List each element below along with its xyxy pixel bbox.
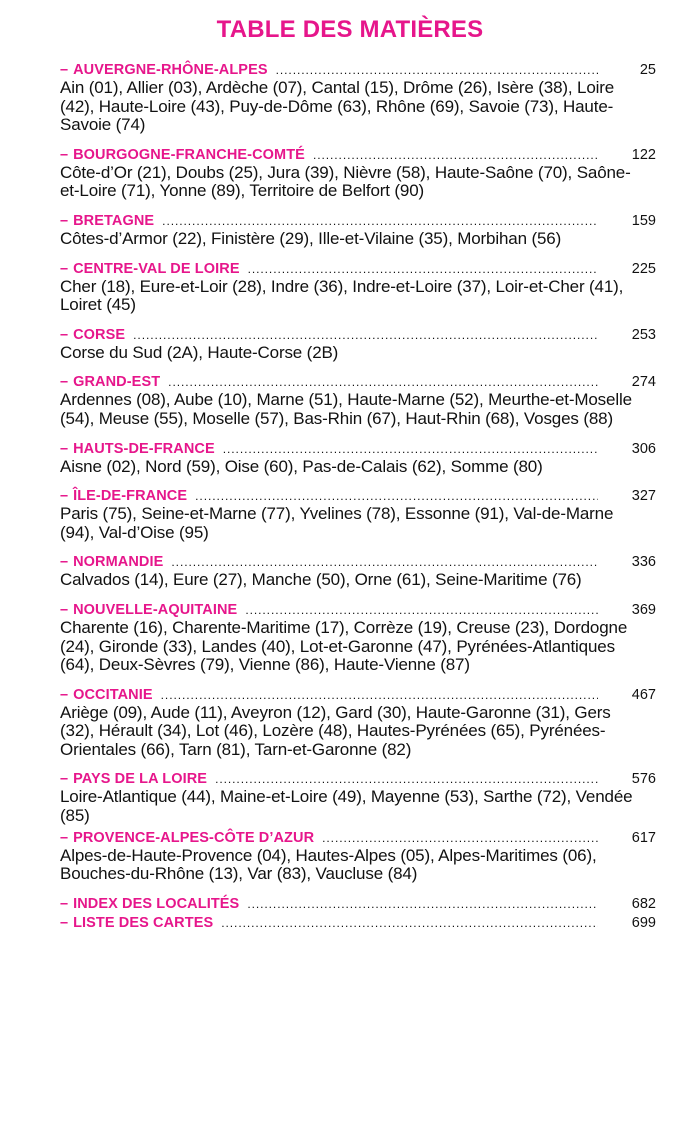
section-name: INDEX DES LOCALITÉS bbox=[73, 895, 240, 912]
page-number: 369 bbox=[631, 601, 656, 618]
toc-entry-heading[interactable] bbox=[60, 914, 656, 932]
region-name: NORMANDIE bbox=[73, 554, 164, 571]
toc-entry-heading[interactable] bbox=[60, 488, 656, 505]
dot-leader bbox=[215, 771, 598, 788]
dash-bullet: – bbox=[60, 62, 69, 78]
department-list: Ariège (09), Aude (11), Aveyron (12), Gard (30), Haute-Garonne (31), Gers (32), Hérault (34), Lot (46), Lozère (48), Hautes-Pyrénées (65), Pyrénées-Orientales (66), Tarn (81), Tarn-et-Garonne (82) bbox=[60, 702, 611, 759]
dash-bullet: – bbox=[60, 326, 69, 343]
region-name: PROVENCE-ALPES-CÔTE D’AZUR bbox=[73, 829, 315, 846]
region-name: GRAND-EST bbox=[73, 374, 161, 391]
toc-entry-ile-de-france bbox=[60, 488, 656, 542]
toc-entry-heading[interactable] bbox=[60, 895, 656, 913]
table-of-contents bbox=[60, 62, 656, 932]
region-name: AUVERGNE-RHÔNE-ALPES bbox=[73, 62, 268, 78]
toc-entry-bretagne bbox=[60, 212, 656, 249]
dash-bullet: – bbox=[60, 488, 69, 505]
region-name: OCCITANIE bbox=[73, 686, 153, 703]
toc-entry-heading[interactable] bbox=[60, 771, 656, 788]
dot-leader bbox=[276, 62, 598, 79]
dot-leader bbox=[223, 441, 598, 458]
toc-entry-heading[interactable] bbox=[60, 374, 656, 391]
page-number: 159 bbox=[631, 212, 656, 229]
department-list: Ain (01), Allier (03), Ardèche (07), Cantal (15), Drôme (26), Isère (38), Loire (42), Haute-Loire (43), Puy-de-Dôme (63), Rhône (69), Savoie (73), Haute-Savoie (74) bbox=[60, 78, 615, 135]
page-number: 336 bbox=[631, 554, 656, 571]
dot-leader bbox=[133, 327, 598, 344]
toc-entry-heading[interactable] bbox=[60, 260, 656, 278]
toc-entry-occitanie bbox=[60, 686, 656, 760]
page-number: 682 bbox=[631, 895, 656, 912]
dot-leader bbox=[247, 896, 598, 913]
dash-bullet: – bbox=[60, 554, 69, 571]
dash-bullet: – bbox=[60, 686, 69, 703]
department-list: Côte-d’Or (21), Doubs (25), Jura (39), Nièvre (58), Haute-Saône (70), Saône-et-Loire (71), Yonne (89), Territoire de Belfort (90) bbox=[60, 162, 631, 201]
page-number: 699 bbox=[631, 914, 656, 931]
page-number: 576 bbox=[631, 771, 656, 788]
page-number: 617 bbox=[631, 829, 656, 846]
dash-bullet: – bbox=[60, 212, 69, 229]
dot-leader bbox=[313, 147, 598, 164]
dash-bullet: – bbox=[60, 440, 69, 457]
dash-bullet: – bbox=[60, 895, 69, 912]
dot-leader bbox=[161, 687, 598, 704]
region-name: BOURGOGNE-FRANCHE-COMTÉ bbox=[73, 146, 305, 163]
department-list: Aisne (02), Nord (59), Oise (60), Pas-de-Calais (62), Somme (80) bbox=[60, 456, 543, 476]
region-name: BRETAGNE bbox=[73, 212, 155, 229]
page-number: 327 bbox=[631, 488, 656, 505]
toc-entry-heading[interactable] bbox=[60, 440, 656, 458]
toc-entry-centre-val-de-loire bbox=[60, 260, 656, 315]
toc-entry-normandie bbox=[60, 554, 656, 590]
dash-bullet: – bbox=[60, 260, 69, 277]
toc-entry-liste-des-cartes bbox=[60, 914, 656, 932]
department-list: Loire-Atlantique (44), Maine-et-Loire (49), Mayenne (53), Sarthe (72), Vendée (85) bbox=[60, 787, 633, 826]
toc-entry-hauts-de-france bbox=[60, 440, 656, 477]
region-name: HAUTS-DE-FRANCE bbox=[73, 440, 215, 457]
page-number: 225 bbox=[631, 260, 656, 277]
dot-leader bbox=[245, 602, 598, 619]
toc-entry-index-des-localites bbox=[60, 895, 656, 913]
dot-leader bbox=[195, 488, 598, 505]
dot-leader bbox=[322, 830, 598, 847]
dash-bullet: – bbox=[60, 829, 69, 846]
dash-bullet: – bbox=[60, 374, 69, 391]
toc-entry-pays-de-la-loire bbox=[60, 771, 656, 826]
toc-entry-heading[interactable] bbox=[60, 146, 656, 164]
page-number: 253 bbox=[631, 326, 656, 343]
department-list: Charente (16), Charente-Maritime (17), Corrèze (19), Creuse (23), Dordogne (24), Gironde (33), Landes (40), Lot-et-Garonne (47), Pyrénées-Atlantiques (64), Deux-Sèvres (79), Vienne (86), Haute-Vienne (87) bbox=[60, 617, 628, 675]
toc-entry-heading[interactable] bbox=[60, 686, 656, 704]
page-number: 25 bbox=[639, 62, 656, 78]
department-list: Calvados (14), Eure (27), Manche (50), Orne (61), Seine-Maritime (76) bbox=[60, 570, 582, 590]
department-list: Cher (18), Eure-et-Loir (28), Indre (36), Indre-et-Loire (37), Loir-et-Cher (41), Loiret (45) bbox=[60, 276, 624, 315]
section-name: LISTE DES CARTES bbox=[73, 914, 214, 931]
page-number: 122 bbox=[631, 146, 656, 163]
page-number: 274 bbox=[631, 374, 656, 391]
department-list: Corse du Sud (2A), Haute-Corse (2B) bbox=[60, 342, 339, 362]
page-number: 467 bbox=[631, 686, 656, 703]
dash-bullet: – bbox=[60, 771, 69, 788]
toc-entry-heading[interactable] bbox=[60, 601, 656, 619]
toc-entry-grand-est bbox=[60, 374, 656, 428]
region-name: PAYS DE LA LOIRE bbox=[73, 771, 208, 788]
department-list: Alpes-de-Haute-Provence (04), Hautes-Alpes (05), Alpes-Maritimes (06), Bouches-du-Rhône (13), Var (83), Vaucluse (84) bbox=[60, 845, 597, 884]
dot-leader bbox=[162, 213, 598, 230]
department-list: Ardennes (08), Aube (10), Marne (51), Haute-Marne (52), Meurthe-et-Moselle (54), Meuse (55), Moselle (57), Bas-Rhin (67), Haut-Rhin (68), Vosges (88) bbox=[60, 390, 632, 428]
toc-entry-heading[interactable] bbox=[60, 62, 656, 79]
toc-entry-heading[interactable] bbox=[60, 829, 656, 847]
page-number: 306 bbox=[631, 440, 656, 457]
toc-entry-auvergne-rhone-alpes bbox=[60, 62, 656, 135]
dot-leader bbox=[168, 374, 598, 391]
toc-entry-provence-alpes-cote-d-azur bbox=[60, 829, 656, 884]
dot-leader bbox=[171, 554, 598, 571]
toc-entry-heading[interactable] bbox=[60, 212, 656, 230]
department-list: Côtes-d’Armor (22), Finistère (29), Ille-et-Vilaine (35), Morbihan (56) bbox=[60, 228, 562, 248]
region-name: NOUVELLE-AQUITAINE bbox=[73, 601, 238, 618]
toc-entry-corse bbox=[60, 326, 656, 363]
dash-bullet: – bbox=[60, 601, 69, 618]
dash-bullet: – bbox=[60, 914, 69, 931]
region-name: ÎLE-DE-FRANCE bbox=[73, 488, 188, 505]
toc-entry-heading[interactable] bbox=[60, 326, 656, 344]
toc-entry-heading[interactable] bbox=[60, 554, 656, 571]
dot-leader bbox=[248, 261, 598, 278]
department-list: Paris (75), Seine-et-Marne (77), Yvelines (78), Essonne (91), Val-de-Marne (94), Val-d’Oise (95) bbox=[60, 504, 614, 542]
region-name: CORSE bbox=[73, 326, 126, 343]
region-name: CENTRE-VAL DE LOIRE bbox=[73, 260, 240, 277]
toc-entry-nouvelle-aquitaine bbox=[60, 601, 656, 675]
dash-bullet: – bbox=[60, 146, 69, 163]
page-title: TABLE DES MATIÈRES bbox=[216, 16, 484, 43]
toc-entry-bourgogne-franche-comte bbox=[60, 146, 656, 201]
dot-leader bbox=[221, 915, 598, 932]
